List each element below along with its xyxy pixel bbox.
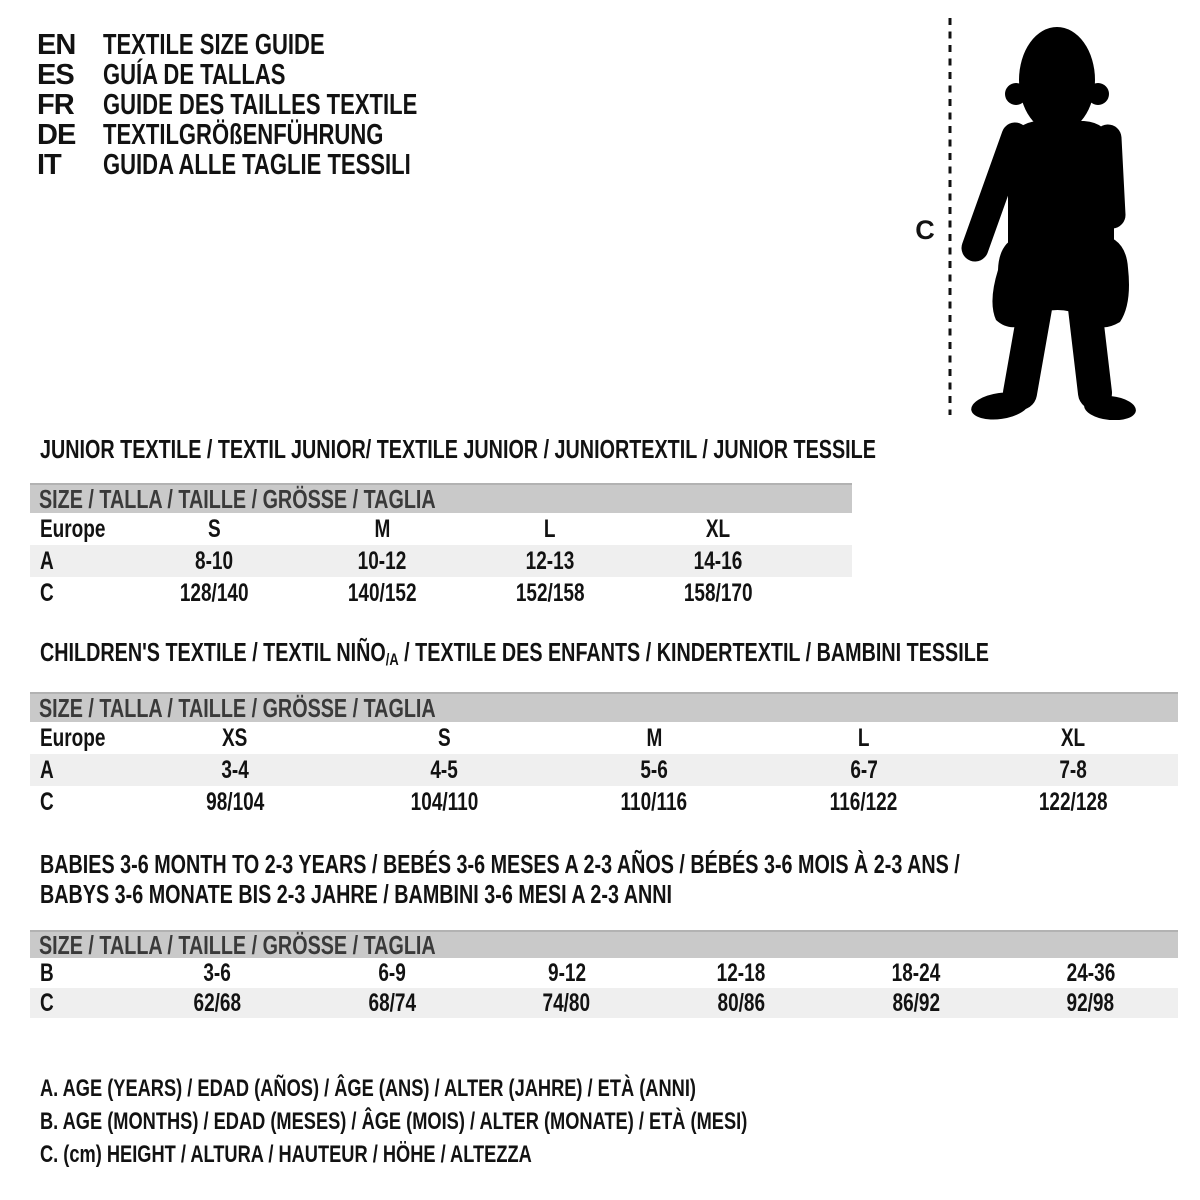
row-label: C (40, 787, 54, 816)
guide-title: GUÍA DE TALLAS (103, 59, 286, 91)
age-cell: 4-5 (430, 755, 459, 784)
height-cell: 116/122 (829, 787, 898, 816)
height-cell: 62/68 (193, 988, 242, 1017)
children-size-header: SIZE / TALLA / TAILLE / GRÖSSE / TAGLIA (30, 692, 1178, 722)
table-row (30, 545, 852, 577)
age-cell: 3-4 (221, 755, 249, 784)
babies-section-title-line2: BABYS 3-6 MONATE BIS 2-3 JAHRE / BAMBINI 3-6 MESI A 2-3 ANNI (40, 879, 673, 909)
height-cell: 98/104 (205, 787, 264, 816)
babies-size-header: SIZE / TALLA / TAILLE / GRÖSSE / TAGLIA (30, 930, 1178, 958)
legend (40, 1072, 971, 1171)
height-cell: 122/128 (1038, 787, 1108, 816)
language-title-block (37, 30, 517, 180)
months-cell: 3-6 (203, 958, 232, 987)
size-cell: M (374, 514, 390, 543)
age-cell: 10-12 (357, 546, 407, 575)
age-cell: 5-6 (640, 755, 668, 784)
row-label: C (40, 578, 54, 607)
size-cell: S (207, 514, 221, 543)
size-cell: XL (705, 514, 731, 543)
height-cell: 92/98 (1066, 988, 1115, 1017)
height-cell: 80/86 (717, 988, 766, 1017)
row-label: A (40, 546, 54, 575)
language-code: IT (37, 149, 61, 181)
height-measure-label: C (915, 215, 935, 245)
guide-title: TEXTILE SIZE GUIDE (103, 29, 325, 61)
height-cell: 86/92 (892, 988, 940, 1017)
row-label: Europe (40, 514, 106, 543)
size-cell: S (438, 723, 451, 752)
size-cell: XL (1061, 723, 1086, 752)
children-table (30, 692, 1178, 818)
language-code: DE (37, 119, 76, 151)
table-row (30, 958, 1178, 988)
legend-line-a: A. AGE (YEARS) / EDAD (AÑOS) / ÂGE (ANS) / ALTER (JAHRE) / ETÀ (ANNI) (40, 1075, 696, 1102)
babies-table (30, 930, 1178, 1018)
table-row (30, 786, 1178, 818)
height-cell: 104/110 (410, 787, 479, 816)
guide-title: GUIDA ALLE TAGLIE TESSILI (103, 149, 411, 181)
table-row (30, 988, 1178, 1018)
row-label: C (40, 988, 54, 1017)
size-cell: XS (222, 723, 248, 752)
language-row-fr (37, 90, 517, 120)
toddler-silhouette (905, 8, 1155, 420)
row-label: A (40, 755, 54, 784)
size-cell: L (544, 514, 556, 543)
junior-section-title: JUNIOR TEXTILE / TEXTIL JUNIOR/ TEXTILE JUNIOR / JUNIORTEXTIL / JUNIOR TESSILE (40, 434, 876, 464)
months-cell: 6-9 (378, 958, 406, 987)
height-cell: 152/158 (515, 578, 585, 607)
table-row (30, 577, 852, 609)
children-section-title: CHILDREN'S TEXTILE / TEXTIL NIÑO/A / TEXTILE DES ENFANTS / KINDERTEXTIL / BAMBINI TESSILE (40, 637, 989, 669)
language-row-it (37, 150, 517, 180)
age-cell: 12-13 (525, 546, 575, 575)
table-row (30, 754, 1178, 786)
height-cell: 68/74 (368, 988, 416, 1017)
toddler-silhouette-shape (969, 27, 1137, 420)
row-label: B (40, 958, 54, 987)
language-row-en (37, 30, 517, 60)
months-cell: 24-36 (1066, 958, 1115, 987)
size-cell: L (857, 723, 870, 752)
age-cell: 14-16 (693, 546, 743, 575)
babies-section-title-line1: BABIES 3-6 MONTH TO 2-3 YEARS / BEBÉS 3-6 MESES A 2-3 AÑOS / BÉBÉS 3-6 MOIS À 2-3 ANS / (40, 849, 960, 879)
language-code: EN (37, 29, 76, 61)
language-row-de (37, 120, 517, 150)
table-row (30, 722, 1178, 754)
language-code: FR (37, 89, 74, 121)
table-row (30, 513, 852, 545)
months-cell: 12-18 (716, 958, 766, 987)
height-cell: 140/152 (347, 578, 417, 607)
guide-title: GUIDE DES TAILLES TEXTILE (103, 89, 418, 121)
age-cell: 6-7 (849, 755, 878, 784)
legend-line-c: C. (cm) HEIGHT / ALTURA / HAUTEUR / HÖHE / ALTEZZA (40, 1141, 532, 1168)
language-code: ES (37, 59, 74, 91)
junior-table (30, 483, 852, 609)
months-cell: 9-12 (547, 958, 586, 987)
age-cell: 8-10 (194, 546, 234, 575)
junior-size-header: SIZE / TALLA / TAILLE / GRÖSSE / TAGLIA (30, 483, 852, 513)
language-row-es (37, 60, 517, 90)
months-cell: 18-24 (891, 958, 941, 987)
guide-title: TEXTILGRÖßENFÜHRUNG (103, 119, 384, 151)
height-cell: 110/116 (620, 787, 688, 816)
height-cell: 128/140 (179, 578, 249, 607)
age-cell: 7-8 (1059, 755, 1087, 784)
legend-line-b: B. AGE (MONTHS) / EDAD (MESES) / ÂGE (MOIS) / ALTER (MONATE) / ETÀ (MESI) (40, 1108, 748, 1135)
row-label: Europe (40, 723, 106, 752)
height-cell: 74/80 (542, 988, 591, 1017)
height-cell: 158/170 (683, 578, 753, 607)
size-cell: M (646, 723, 662, 752)
